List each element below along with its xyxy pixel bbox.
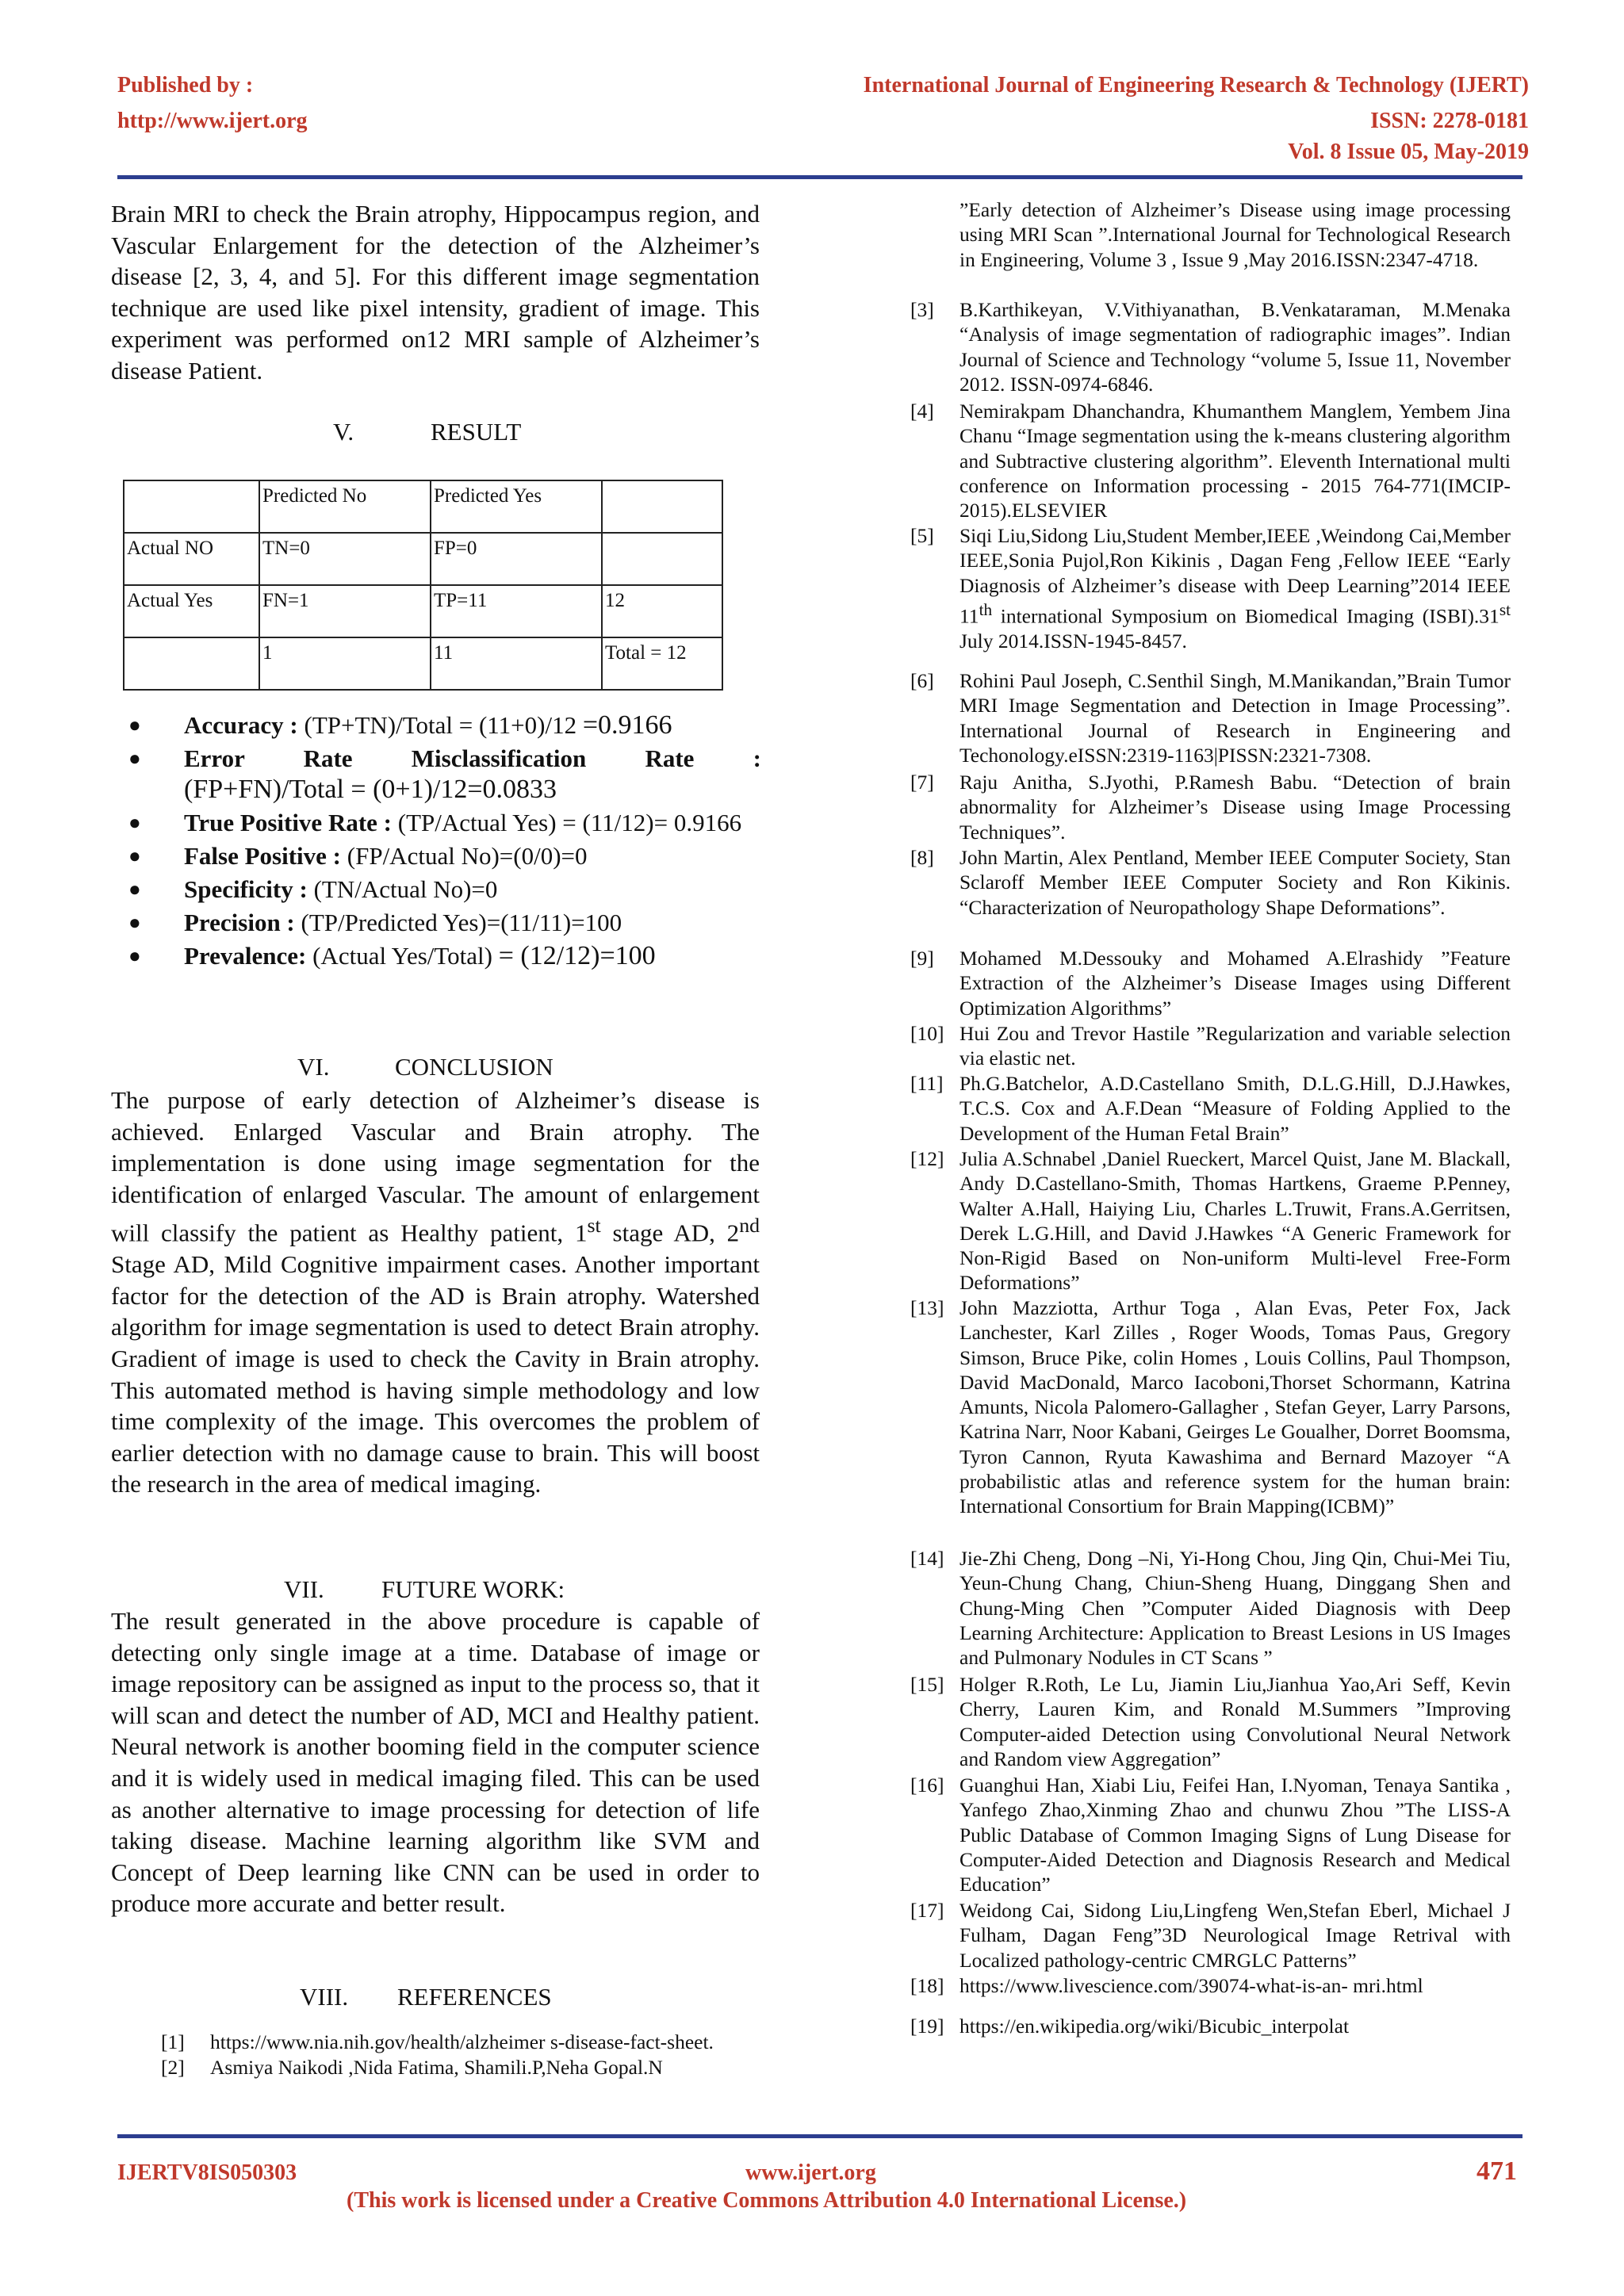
reference-2-start: [2] Asmiya Naikodi ,Nida Fatima, Shamili.P,Neha Gopal.N [161, 2056, 663, 2079]
reference-9: [9] Mohamed M.Dessouky and Mohamed A.Elrashidy ”Feature Extraction of the Alzheimer’s Disease Images using Different Optimization Algorithms” [910, 947, 1511, 1020]
reference-17: [17] Weidong Cai, Sidong Liu,Lingfeng Wen,Stefan Eberl, Michael J Fulham, Dagan Feng”3D Neurological Image Retrival with Localized pathology-centric CMRGLC Patterns” [910, 1899, 1511, 1972]
table-cell: Total = 12 [602, 637, 722, 690]
reference-3: [3] B.Karthikeyan, V.Vithiyanathan, B.Venkataraman, M.Menaka “Analysis of image segmentation of radiographic images”. Indian Journal of Science and Technology “volume 5, Issue 11, November 2012. ISSN-0974-6846. [910, 298, 1511, 396]
section-references-number: VIII. [300, 1983, 349, 2011]
table-cell: Predicted Yes [431, 480, 602, 533]
table-row [124, 637, 722, 690]
reference-2-continued: ”Early detection of Alzheimer’s Disease using image processing using MRI Scan ”.International Journal for Technological Research in Engineering, Volume 3 , Issue 9 ,May 2016.ISSN:2347-4718. [959, 198, 1511, 271]
header-rule [117, 175, 1522, 179]
section-future-number: VII. [284, 1575, 324, 1603]
section-result-number: V. [333, 418, 354, 446]
table-cell [124, 637, 259, 690]
confusion-matrix-table [123, 480, 723, 691]
paper-id: IJERTV8IS050303 [117, 2160, 297, 2185]
journal-volume: Vol. 8 Issue 05, May-2019 [1288, 140, 1529, 164]
journal-issn: ISSN: 2278-0181 [1370, 109, 1529, 133]
table-row [124, 585, 722, 637]
metric-error-rate-formula: (FP+FN)/Total = (0+1)/12=0.0833 [184, 775, 557, 804]
section-result-title: RESULT [431, 418, 522, 446]
journal-title: International Journal of Engineering Research & Technology (IJERT) [863, 73, 1529, 98]
reference-7: [7] Raju Anitha, S.Jyothi, P.Ramesh Babu. “Detection of brain abnormality for Alzheimer’s Disease using Image Processing Techniques”. [910, 771, 1511, 844]
table-cell: 1 [259, 637, 431, 690]
section-conclusion-title: CONCLUSION [395, 1053, 553, 1081]
reference-19: [19] https://en.wikipedia.org/wiki/Bicubic_interpolat [910, 2015, 1350, 2038]
metric-error-rate: ● Error Rate Misclassification Rate : [128, 744, 761, 772]
metric-prevalence: ● Prevalence: (Actual Yes/Total) = (12/12)=100 [128, 941, 656, 970]
metric-precision: ● Precision : (TP/Predicted Yes)=(11/11)=100 [128, 909, 622, 936]
table-cell [124, 480, 259, 533]
reference-10: [10] Hui Zou and Trevor Hastile ”Regularization and variable selection via elastic net. [910, 1022, 1511, 1070]
table-row [124, 533, 722, 585]
reference-12: [12] Julia A.Schnabel ,Daniel Rueckert, Marcel Quist, Jane M. Blackall, Andy D.Castellano-Smith, Thomas Hartkens, Graeme P.Penney, Walter A.Hall, Haiying Liu, Charles L.Truwit, Frans.A.Gerritsen, Derek L.G.Hill, and David J.Hawkes “A Generic Framework for Non-Rigid Based on Non-uniform Multi-level Free-Form Deformations” [910, 1147, 1511, 1295]
table-cell: 11 [431, 637, 602, 690]
table-row [124, 480, 722, 533]
reference-15: [15] Holger R.Roth, Le Lu, Jiamin Liu,Jianhua Yao,Ari Seff, Kevin Cherry, Lauren Kim, and Ronald M.Summers ”Improving Computer-aided Detection using Convolutional Neural Network and Random view Aggregation” [910, 1673, 1511, 1770]
reference-13: [13] John Mazziotta, Arthur Toga , Alan Evas, Peter Fox, Jack Lanchester, Karl Zilles , Roger Woods, Tomas Paus, Gregory Simson, Bruce Pike, colin Homes , Louis Collins, Paul Thompson, David MacDonald, Marco Iacoboni,Thorset Schormann, Katrina Amunts, Nicola Palomero-Gallagher , Stefan Geyer, Larry Parsons, Katrina Narr, Noor Kabani, Geirges Le Goualher, Dorret Boomsma, Tyron Cannon, Ryuta Kawashima and Bernard Mazoyer “A probabilistic atlas and reference system for the human brain: International Consortium for Brain Mapping(ICBM)” [910, 1296, 1511, 1518]
reference-1: [1] https://www.nia.nih.gov/health/alzheimer s-disease-fact-sheet. [161, 2030, 714, 2053]
metric-accuracy: ● Accuracy : (TP+TN)/Total = (11+0)/12 =0.9166 [128, 710, 672, 740]
metric-true-positive-rate: ● True Positive Rate : (TP/Actual Yes) = (11/12)= 0.9166 [128, 809, 742, 836]
publisher-label: Published by : [117, 73, 254, 98]
reference-11: [11] Ph.G.Batchelor, A.D.Castellano Smith, D.L.G.Hill, D.J.Hawkes, T.C.S. Cox and A.F.Dean “Measure of Folding Applied to the Development of the Human Fetal Brain” [910, 1072, 1511, 1145]
table-cell: Predicted No [259, 480, 431, 533]
table-cell: TN=0 [259, 533, 431, 585]
section-references-title: REFERENCES [397, 1983, 552, 2011]
reference-5: [5] Siqi Liu,Sidong Liu,Student Member,IEEE ,Weindong Cai,Member IEEE,Sonia Pujol,Ron Kikinis , Dagan Feng ,Fellow IEEE “Early Diagnosis of Alzheimer’s disease with Deep Learning”2014 IEEE 11th international Symposium on Biomedical Imaging (ISBI).31st July 2014.ISSN-1945-8457. [910, 524, 1511, 652]
table-cell: Actual Yes [124, 585, 259, 637]
table-cell [602, 533, 722, 585]
metrics-list [117, 710, 761, 974]
table-cell [602, 480, 722, 533]
reference-4: [4] Nemirakpam Dhanchandra, Khumanthem Manglem, Yembem Jina Chanu “Image segmentation using the k-means clustering algorithm and Subtractive clustering algorithm”. Eleventh International multi conference on Information processing - 2015 764-771(IMCIP-2015).ELSEVIER [910, 400, 1511, 522]
intro-paragraph: Brain MRI to check the Brain atrophy, Hippocampus region, and Vascular Enlargement for the detection of the Alzheimer’s disease [2, 3, 4, and 5]. For this different image segmentation technique are used like pixel intensity, gradient of image. This experiment was performed on12 MRI sample of Alzheimer’s disease Patient. [111, 200, 760, 385]
reference-8: [8] John Martin, Alex Pentland, Member IEEE Computer Society, Stan Sclaroff Member IEEE Computer Society and Ron Kikinis. “Characterization of Neuropathology Shape Deformations”. [910, 846, 1511, 919]
conclusion-paragraph: The purpose of early detection of Alzheimer’s disease is achieved. Enlarged Vascular and Brain atrophy. The implementation is done using image segmentation for the identification of enlarged Vascular. The amount of enlargement will classify the patient as Healthy patient, 1st stage AD, 2nd Stage AD, Mild Cognitive impairment cases. Another important factor for the detection of the AD is Brain atrophy. Watershed algorithm for image segmentation is used to detect Brain atrophy. Gradient of image is used to check the Cavity in Brain atrophy. This automated method is having simple methodology and low time complexity of the image. This overcomes the problem of earlier detection with no damage cause to brain. This will boost the research in the area of medical imaging. [111, 1086, 760, 1498]
metric-specificity: ● Specificity : (TN/Actual No)=0 [128, 875, 498, 903]
reference-18: [18] https://www.livescience.com/39074-what-is-an- mri.html [910, 1974, 1423, 1997]
license-text: (This work is licensed under a Creative Commons Attribution 4.0 International License.) [347, 2188, 1187, 2213]
section-conclusion-number: VI. [297, 1053, 330, 1081]
reference-16: [16] Guanghui Han, Xiabi Liu, Feifei Han, I.Nyoman, Tenaya Santika , Yanfego Zhao,Xinming Zhao and chunwu Zhou ”The LISS-A Public Database of Common Imaging Signs of Lung Disease for Computer-Aided Detection and Diagnosis Research and Medical Education” [910, 1774, 1511, 1896]
future-work-paragraph: The result generated in the above procedure is capable of detecting only single image at a time. Database of image or image repository can be assigned as input to the process so, that it will scan and detect the number of AD, MCI and Healthy patient. Neural network is another booming field in the computer science and it is widely used in medical imaging filed. This can be used as another alternative to image processing for detection of life taking disease. Machine learning algorithm like SVM and Concept of Deep learning like CNN can be used in order to produce more accurate and better result. [111, 1607, 760, 1918]
page-number: 471 [1477, 2156, 1517, 2186]
metric-false-positive: ● False Positive : (FP/Actual No)=(0/0)=0 [128, 842, 588, 870]
table-cell: 12 [602, 585, 722, 637]
section-future-title: FUTURE WORK: [381, 1575, 565, 1603]
table-cell: FN=1 [259, 585, 431, 637]
table-cell: Actual NO [124, 533, 259, 585]
journal-url-link[interactable]: http://www.ijert.org [117, 109, 308, 133]
reference-6: [6] Rohini Paul Joseph, C.Senthil Singh, M.Manikandan,”Brain Tumor MRI Image Segmentation and Detection in Image Processing”. International Journal of Research in Engineering and Techonology.eISSN:2319-1163|PISSN:2321-7308. [910, 669, 1511, 767]
footer-site-link[interactable]: www.ijert.org [745, 2160, 876, 2185]
footer-rule [117, 2134, 1522, 2138]
table-cell: FP=0 [431, 533, 602, 585]
reference-14: [14] Jie-Zhi Cheng, Dong –Ni, Yi-Hong Chou, Jing Qin, Chui-Mei Tiu, Yeun-Chung Chang, Chiun-Sheng Huang, Dinggang Shen and Chung-Ming Chen ”Computer Aided Diagnosis with Deep Learning Architecture: Application to Breast Lesions in US Images and Pulmonary Nodules in CT Scans ” [910, 1547, 1511, 1670]
table-cell: TP=11 [431, 585, 602, 637]
